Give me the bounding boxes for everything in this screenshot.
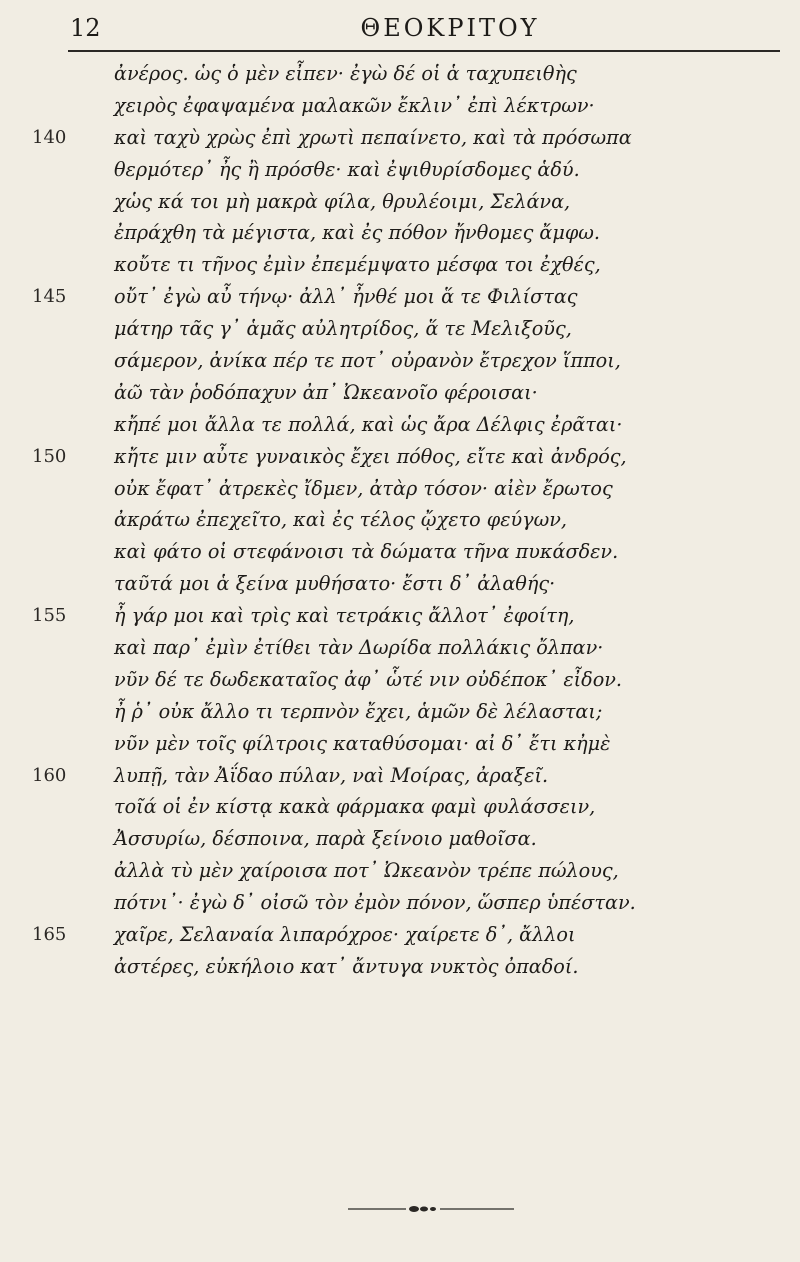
line-number: 145 [32, 286, 67, 308]
text-line [0, 664, 800, 696]
line-text: ἦ ῥ᾿ οὐκ ἄλλο τι τερπνὸν ἔχει, ἁμῶν δὲ λέλασται; [114, 699, 603, 723]
text-line [0, 58, 800, 90]
line-text: οὐκ ἔφατ᾿ ἀτρεκὲς ἴδμεν, ἀτὰρ τόσον· αἰὲν ἔρωτος [114, 476, 613, 500]
text-line [0, 791, 800, 823]
text-line [0, 186, 800, 218]
line-text: θερμότερ᾿ ἦς ἢ πρόσθε· καὶ ἐψιθυρίσδομες ἁδύ. [114, 157, 580, 181]
text-line [0, 504, 800, 536]
line-text: καὶ ταχὺ χρὼς ἐπὶ χρωτὶ πεπαίνετο, καὶ τὰ πρόσωπα [114, 125, 632, 149]
header-rule [68, 50, 780, 52]
text-line [0, 823, 800, 855]
line-text: χειρὸς ἐφαψαμένα μαλακῶν ἔκλιν᾿ ἐπὶ λέκτρων· [114, 93, 595, 117]
line-text: χαῖρε, Σελαναία λιπαρόχροε· χαίρετε δ᾿, ἄλλοι [114, 923, 576, 947]
line-number: 165 [32, 924, 67, 946]
text-line [0, 313, 800, 345]
text-line [0, 217, 800, 249]
text-line [0, 154, 800, 186]
line-text: νῦν δέ τε δωδεκαταῖος ἀφ᾿ ὧτέ νιν οὐδέποκ᾿ εἶδον. [114, 667, 623, 691]
line-text: καὶ φάτο οἱ στεφάνοισι τὰ δώματα τῆνα πυκάσδεν. [114, 540, 619, 564]
line-text: χὡς κά τοι μὴ μακρὰ φίλα, θρυλέοιμι, Σελάνα, [114, 189, 571, 213]
line-text: ἀκράτω ἐπεχεῖτο, καὶ ἐς τέλος ᾤχετο φεύγων, [114, 508, 568, 532]
text-line [0, 600, 800, 632]
line-text: τοῖά οἱ ἐν κίστᾳ κακὰ φάρμακα φαμὶ φυλάσσειν, [114, 795, 596, 819]
text-line [0, 90, 800, 122]
text-line [0, 345, 800, 377]
line-text: ἀῶ τὰν ῥοδόπαχυν ἀπ᾿ Ὠκεανοῖο φέροισαι· [114, 380, 538, 404]
line-number: 155 [32, 605, 67, 627]
line-text: λυπῇ, τὰν Ἀΐδαο πύλαν, ναὶ Μοίρας, ἀραξεῖ. [114, 763, 549, 787]
poem-text [0, 58, 800, 983]
text-line [0, 441, 800, 473]
text-line [0, 855, 800, 887]
line-text: ἀλλὰ τὺ μὲν χαίροισα ποτ᾿ Ὠκεανὸν τρέπε πώλους, [114, 859, 619, 883]
text-line [0, 919, 800, 951]
text-line [0, 887, 800, 919]
line-text: κἤπέ μοι ἄλλα τε πολλά, καὶ ὡς ἄρα Δέλφις ἐρᾶται· [114, 412, 623, 436]
line-text: κοὔτε τι τῆνος ἐμὶν ἐπεμέμψατο μέσφα τοι ἐχθές, [114, 253, 601, 277]
line-text: οὔτ᾿ ἐγὼ αὖ τήνῳ· ἀλλ᾿ ἦνθέ μοι ἅ τε Φιλίστας [114, 285, 578, 309]
line-text: πότνι᾿· ἐγὼ δ᾿ οἰσῶ τὸν ἐμὸν πόνον, ὥσπερ ὑπέσταν. [114, 891, 636, 915]
line-text: ἐπράχθη τὰ μέγιστα, καὶ ἐς πόθον ἤνθομες ἄμφω. [114, 221, 601, 245]
line-number: 140 [32, 126, 67, 148]
text-line [0, 760, 800, 792]
line-text: σάμερον, ἀνίκα πέρ τε ποτ᾿ οὐρανὸν ἔτρεχον ἵπποι, [114, 349, 621, 373]
line-text: καὶ παρ᾿ ἐμὶν ἐτίθει τὰν Δωρίδα πολλάκις ὄλπαν· [114, 636, 604, 660]
line-text: Ἀσσυρίω, δέσποινα, παρὰ ξείνοιο μαθοῖσα. [114, 827, 537, 851]
line-number: 160 [32, 764, 67, 786]
text-line [0, 632, 800, 664]
line-text: ἀνέρος. ὡς ὁ μὲν εἶπεν· ἐγὼ δέ οἱ ἁ ταχυπειθὴς [114, 62, 577, 85]
page-header [70, 14, 770, 50]
line-text: νῦν μὲν τοῖς φίλτροις καταθύσομαι· αἰ δ᾿ ἔτι κἠμὲ [114, 731, 611, 755]
text-line [0, 536, 800, 568]
line-text: μάτηρ τᾶς γ᾿ ἁμᾶς αὐλητρίδος, ἅ τε Μελιξοῦς, [114, 317, 572, 341]
end-ornament [348, 1205, 514, 1213]
text-line [0, 409, 800, 441]
text-line [0, 728, 800, 760]
text-line [0, 568, 800, 600]
page-number: 12 [70, 14, 101, 42]
line-text: ἀστέρες, εὐκήλοιο κατ᾿ ἄντυγα νυκτὸς ὀπαδοί. [114, 954, 579, 978]
text-line [0, 696, 800, 728]
line-text: κἤτε μιν αὖτε γυναικὸς ἔχει πόθος, εἴτε καὶ ἀνδρός, [114, 444, 627, 468]
text-line [0, 122, 800, 154]
line-text: ἦ γάρ μοι καὶ τρὶς καὶ τετράκις ἄλλοτ᾿ ἐφοίτη, [114, 604, 575, 628]
text-line [0, 473, 800, 505]
text-line [0, 249, 800, 281]
line-number: 150 [32, 445, 67, 467]
text-line [0, 951, 800, 983]
running-head: ΘΕΟΚΡΙΤΟΥ [360, 14, 540, 42]
text-line [0, 281, 800, 313]
line-text: ταῦτά μοι ἁ ξείνα μυθήσατο· ἔστι δ᾿ ἀλαθής· [114, 572, 556, 596]
text-line [0, 377, 800, 409]
